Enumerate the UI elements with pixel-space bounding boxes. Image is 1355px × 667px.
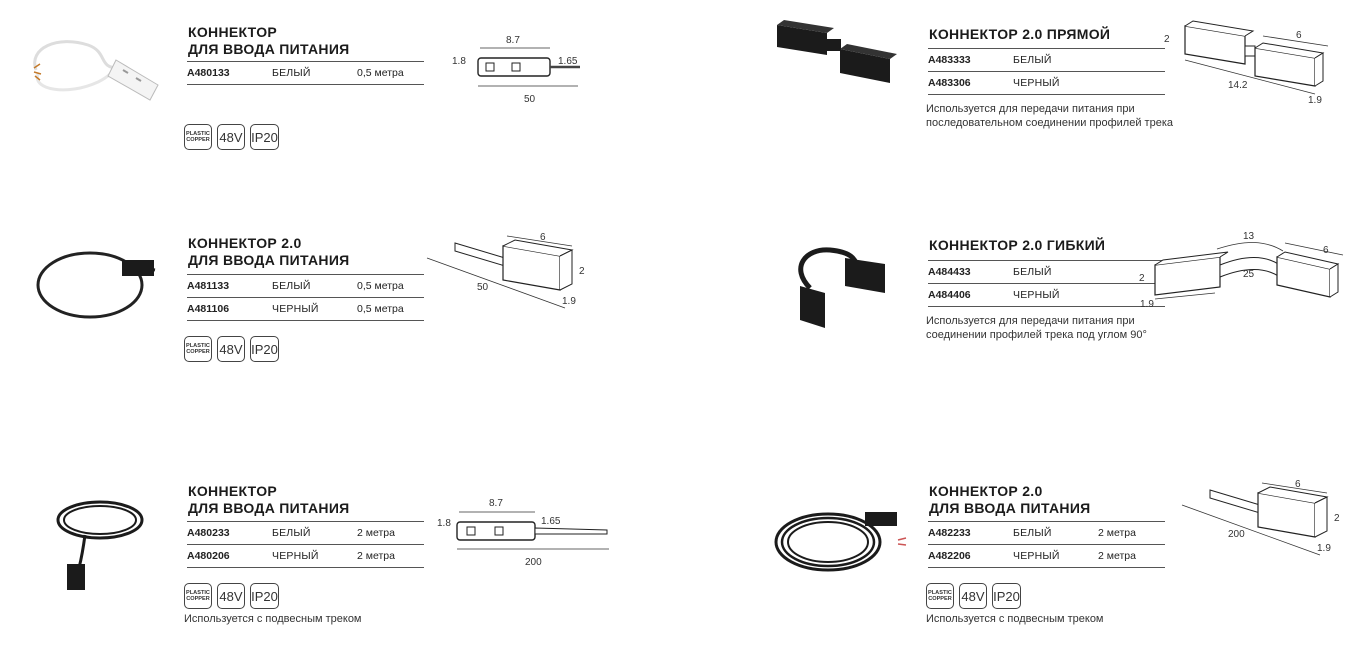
dimension-drawing — [1135, 225, 1350, 315]
plastic-copper-badge: PLASTIC COPPER — [184, 583, 212, 609]
dim-height: 2 — [1334, 513, 1340, 524]
product-title-line: ДЛЯ ВВОДА ПИТАНИЯ — [929, 500, 1091, 516]
color-value: БЕЛЫЙ — [1013, 54, 1052, 66]
product-photo-black-coiled-cable-connector — [770, 500, 910, 575]
color-value: ЧЕРНЫЙ — [1013, 289, 1060, 301]
table-row — [928, 48, 1165, 71]
color-value: ЧЕРНЫЙ — [272, 550, 319, 562]
table-row — [187, 61, 424, 85]
product-title-line: КОННЕКТОР 2.0 ГИБКИЙ — [929, 237, 1106, 253]
product-title-line: ДЛЯ ВВОДА ПИТАНИЯ — [188, 252, 350, 268]
dim-height: 2 — [1139, 273, 1145, 284]
dim-bottom: 200 — [525, 557, 542, 568]
color-value: ЧЕРНЫЙ — [1013, 550, 1060, 562]
dim-top: 6 — [1295, 479, 1301, 490]
product-title-line: КОННЕКТОР 2.0 — [929, 483, 1043, 499]
product-title-line: ДЛЯ ВВОДА ПИТАНИЯ — [188, 41, 350, 57]
product-photo-straight-connector — [772, 15, 902, 100]
dim-height: 2 — [579, 266, 585, 277]
table-row — [928, 544, 1165, 568]
product-title-line: ДЛЯ ВВОДА ПИТАНИЯ — [188, 500, 350, 516]
article-code: A484406 — [928, 289, 971, 301]
product-photo-black-long-cable-connector — [45, 490, 155, 600]
voltage-badge: 48V — [217, 124, 245, 150]
voltage-badge: 48V — [217, 336, 245, 362]
table-row — [187, 544, 424, 568]
color-value: БЕЛЫЙ — [272, 527, 311, 539]
dim-width: 1.9 — [562, 296, 576, 307]
plastic-copper-badge: PLASTIC COPPER — [184, 124, 212, 150]
article-code: A483333 — [928, 54, 971, 66]
usage-note: Используется для передачи питания при последовательном соединении профилей трека — [926, 103, 1173, 129]
dim-width: 1.9 — [1308, 95, 1322, 106]
length-value: 2 метра — [1098, 550, 1136, 562]
article-code: A484433 — [928, 266, 971, 278]
dim-top: 6 — [1296, 30, 1302, 41]
ip-rating-badge: IP20 — [992, 583, 1021, 609]
dim-top: 6 — [540, 232, 546, 243]
length-value: 2 метра — [357, 527, 395, 539]
color-value: ЧЕРНЫЙ — [272, 303, 319, 315]
article-code: A481106 — [187, 303, 230, 315]
article-code: A481133 — [187, 280, 230, 292]
dim-height: 2 — [1164, 34, 1170, 45]
table-row — [928, 260, 1165, 283]
length-value: 0,5 метра — [357, 303, 404, 315]
dimension-drawing — [1180, 475, 1345, 560]
dimension-drawing — [1160, 18, 1340, 106]
table-row — [928, 521, 1165, 544]
article-code: A483306 — [928, 77, 971, 89]
plastic-copper-badge: PLASTIC COPPER — [926, 583, 954, 609]
spec-badges — [184, 336, 279, 362]
dimension-drawing — [437, 494, 617, 569]
dim-top: 8.7 — [489, 498, 503, 509]
table-row — [187, 274, 424, 297]
product-title-line: КОННЕКТОР — [188, 24, 278, 40]
table-row — [187, 521, 424, 544]
table-row — [928, 71, 1165, 95]
dimension-drawing — [425, 228, 590, 313]
article-code: A482233 — [928, 527, 971, 539]
dim-width: 1.9 — [1317, 543, 1331, 554]
dim-right: 6 — [1323, 245, 1329, 256]
product-photo-black-cable-connector — [30, 240, 165, 330]
usage-note: Используется для передачи питания при соединении профилей трека под углом 90° — [926, 315, 1147, 341]
color-value: БЕЛЫЙ — [1013, 266, 1052, 278]
dim-length: 14.2 — [1228, 80, 1248, 91]
voltage-badge: 48V — [217, 583, 245, 609]
dim-inner: 25 — [1243, 269, 1255, 280]
color-value: ЧЕРНЫЙ — [1013, 77, 1060, 89]
product-title-line: КОННЕКТОР 2.0 — [188, 235, 302, 251]
article-code: A480206 — [187, 550, 230, 562]
dim-right: 1.65 — [558, 56, 578, 67]
color-value: БЕЛЫЙ — [272, 280, 311, 292]
dim-bottom: 50 — [524, 94, 536, 105]
dim-right: 1.65 — [541, 516, 561, 527]
dimension-drawing — [450, 30, 590, 110]
dim-width: 1.9 — [1140, 299, 1154, 310]
dim-left: 1.8 — [452, 56, 466, 67]
product-title-line: КОННЕКТОР — [188, 483, 278, 499]
voltage-badge: 48V — [959, 583, 987, 609]
article-code: A480133 — [187, 67, 230, 79]
dim-outer: 13 — [1243, 231, 1255, 242]
length-value: 0,5 метра — [357, 280, 404, 292]
product-photo-white-cable-connector — [28, 30, 168, 110]
color-value: БЕЛЫЙ — [1013, 527, 1052, 539]
dim-length: 200 — [1228, 529, 1245, 540]
ip-rating-badge: IP20 — [250, 124, 279, 150]
article-code: A482206 — [928, 550, 971, 562]
ip-rating-badge: IP20 — [250, 583, 279, 609]
table-row — [928, 283, 1165, 307]
product-photo-flexible-connector — [785, 238, 900, 333]
dim-top: 8.7 — [506, 35, 520, 46]
dim-left: 1.8 — [437, 518, 451, 529]
ip-rating-badge: IP20 — [250, 336, 279, 362]
article-code: A480233 — [187, 527, 230, 539]
dim-length: 50 — [477, 282, 489, 293]
product-title-line: КОННЕКТОР 2.0 ПРЯМОЙ — [929, 26, 1111, 42]
length-value: 2 метра — [357, 550, 395, 562]
spec-badges — [184, 583, 279, 609]
table-row — [187, 297, 424, 321]
length-value: 2 метра — [1098, 527, 1136, 539]
spec-badges — [184, 124, 279, 150]
color-value: БЕЛЫЙ — [272, 67, 311, 79]
length-value: 0,5 метра — [357, 67, 404, 79]
usage-note: Используется с подвесным треком — [184, 613, 362, 625]
plastic-copper-badge: PLASTIC COPPER — [184, 336, 212, 362]
usage-note: Используется с подвесным треком — [926, 613, 1104, 625]
spec-badges — [926, 583, 1021, 609]
